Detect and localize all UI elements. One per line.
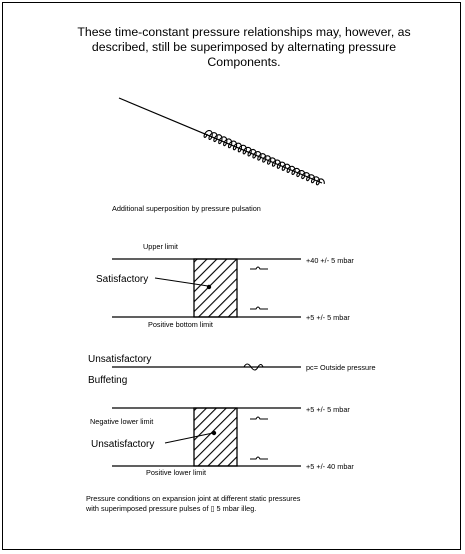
panel-3-upper-label: Negative lower limit xyxy=(90,417,154,426)
panel-1-lower-value: +5 +/- 5 mbar xyxy=(306,313,350,322)
panel-3-state-label: Unsatisfactory xyxy=(91,439,155,450)
panel-1-state-label: Satisfactory xyxy=(96,274,149,285)
panel-1-lower-label: Positive bottom limit xyxy=(148,320,213,329)
panel-satisfactory xyxy=(112,259,301,317)
intro-text: These time-constant pressure relationships may, however, as described, still be superimposed by alternating pressure Components. xyxy=(77,25,411,69)
panel-3-lower-value: +5 +/- 40 mbar xyxy=(306,462,354,471)
footnote-line-2: with superimposed pressure pulses of ▯ 5 mbar illeg. xyxy=(86,504,257,513)
footnote-line-1: Pressure conditions on expansion joint at different static pressures xyxy=(86,494,301,503)
panel-3-lower-pulse xyxy=(250,457,268,459)
panel-2-state-label: Unsatisfactory xyxy=(88,354,152,365)
panel-3-joint-hatch xyxy=(194,408,237,466)
pulsation-illustration xyxy=(119,98,324,185)
panel-1-upper-value: +40 +/- 5 mbar xyxy=(306,256,354,265)
panel-2-effect-label: Buffeting xyxy=(88,375,128,386)
panel-1-lower-pulse xyxy=(250,307,268,309)
panel-3-upper-value: +5 +/- 5 mbar xyxy=(306,405,350,414)
panel-3-lower-label: Positive lower limit xyxy=(146,468,207,477)
pulsation-caption: Additional superposition by pressure pulsation xyxy=(112,204,261,213)
panel-1-pointer-dot xyxy=(207,285,211,289)
pulsation-axis-line xyxy=(119,98,322,183)
panel-1-upper-label: Upper limit xyxy=(143,242,178,251)
panel-1-joint-hatch xyxy=(194,259,237,317)
footnote xyxy=(86,494,406,514)
panel-2-pressure-label: pc= Outside pressure xyxy=(306,363,376,372)
panel-1-upper-pulse xyxy=(250,267,268,269)
panel-3-upper-pulse xyxy=(250,417,268,419)
panel-3-pointer-dot xyxy=(212,431,216,435)
